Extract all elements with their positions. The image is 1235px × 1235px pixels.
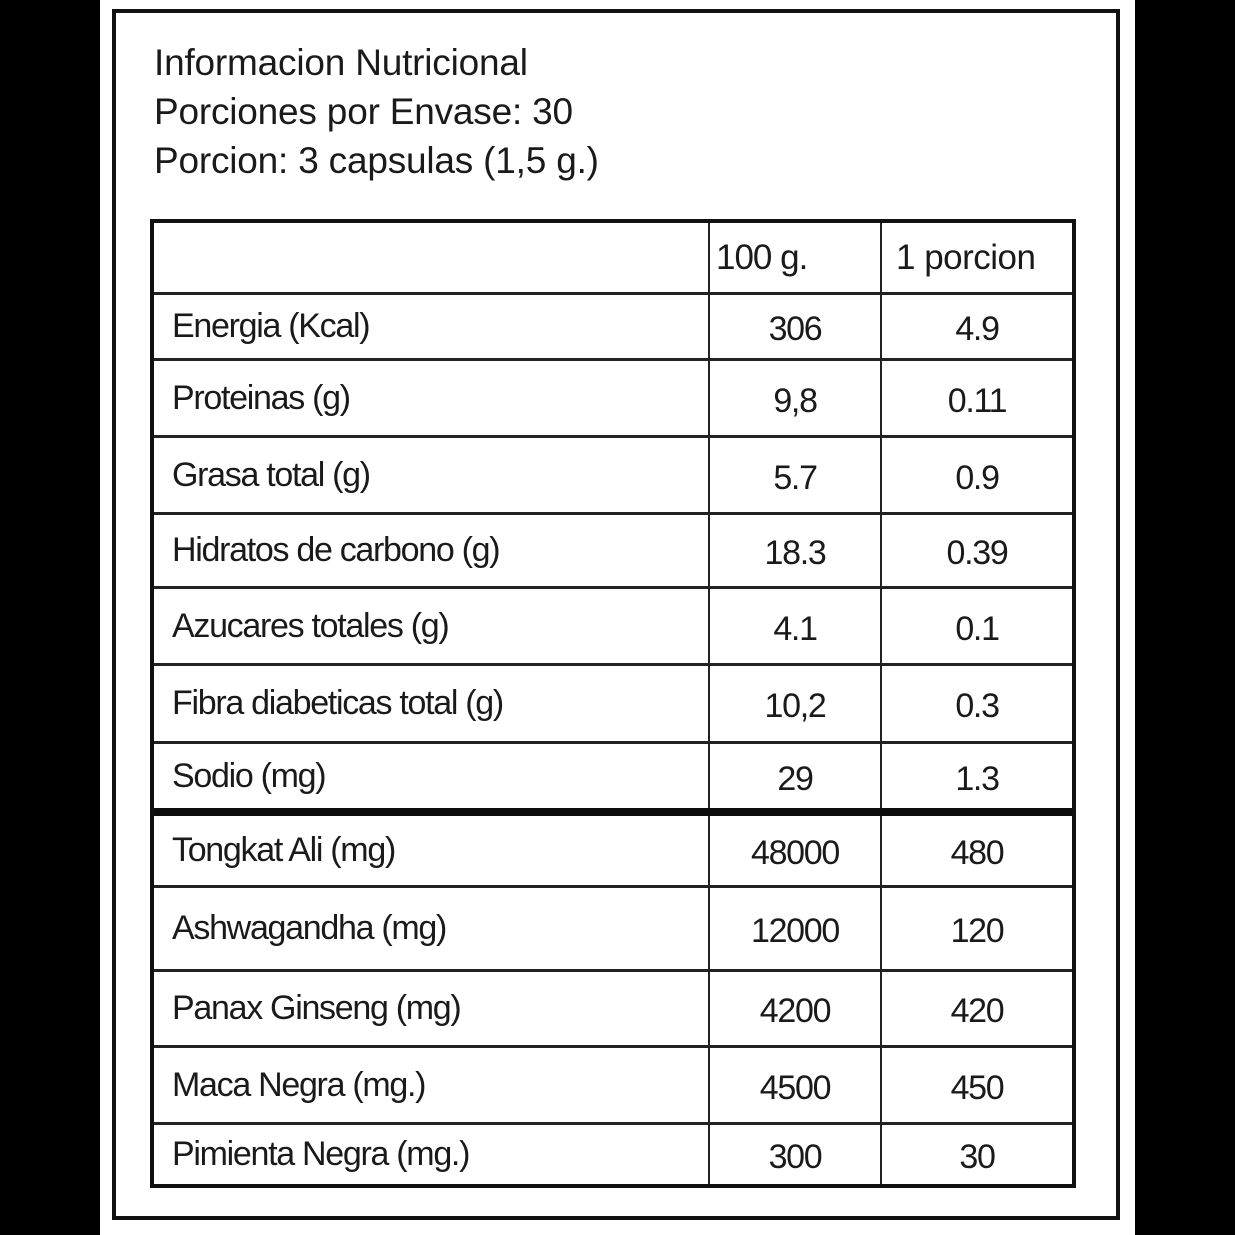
value-100g: 4500 xyxy=(710,1048,882,1122)
column-header-nutrient xyxy=(154,223,710,292)
value-serving: 420 xyxy=(950,992,1004,1030)
value-100g: 5.7 xyxy=(710,438,882,512)
value-serving: 30 xyxy=(959,1138,995,1176)
nutrient-name: Azucares totales (g) xyxy=(154,589,710,663)
value-serving: 1.3 xyxy=(955,759,999,798)
value-100g: 10,2 xyxy=(710,666,882,741)
ingredient-name: Panax Ginseng (mg) xyxy=(154,972,710,1045)
value-100g: 9,8 xyxy=(710,361,882,435)
ingredient-name: Maca Negra (mg.) xyxy=(154,1048,710,1122)
table-row xyxy=(154,888,1072,972)
value-100g: 48000 xyxy=(710,816,882,885)
nutrient-name: Hidratos de carbono (g) xyxy=(154,515,710,586)
nutrient-name: Sodio (mg) xyxy=(154,744,710,808)
nutrient-name: Fibra diabeticas total (g) xyxy=(154,666,710,741)
value-serving: 4.9 xyxy=(955,310,999,348)
table-header-row xyxy=(154,223,1072,295)
serving-size: Porcion: 3 capsulas (1,5 g.) xyxy=(154,140,599,181)
ingredient-name: Pimienta Negra (mg.) xyxy=(154,1125,710,1184)
value-serving: 480 xyxy=(950,834,1004,872)
value-100g: 18.3 xyxy=(710,515,882,586)
value-100g: 306 xyxy=(710,295,882,358)
table-row xyxy=(154,295,1072,361)
table-row xyxy=(154,438,1072,515)
nutrient-name: Energia (Kcal) xyxy=(154,295,710,358)
label-title: Informacion Nutricional xyxy=(154,42,528,83)
value-serving: 0.1 xyxy=(955,609,999,648)
value-100g: 29 xyxy=(710,744,882,808)
value-serving: 0.11 xyxy=(947,381,1007,420)
value-100g: 12000 xyxy=(710,888,882,969)
table-row xyxy=(154,515,1072,589)
value-100g: 4.1 xyxy=(710,589,882,663)
ingredient-name: Ashwagandha (mg) xyxy=(154,888,710,969)
value-serving: 0.3 xyxy=(955,687,999,725)
table-row xyxy=(154,816,1072,888)
table-row xyxy=(154,361,1072,438)
table-row xyxy=(154,744,1072,816)
ingredient-name: Tongkat Ali (mg) xyxy=(154,816,710,885)
value-100g: 300 xyxy=(710,1125,882,1184)
value-serving: 120 xyxy=(950,912,1004,950)
value-serving: 0.9 xyxy=(955,458,999,497)
servings-per-container: Porciones por Envase: 30 xyxy=(154,91,573,132)
label-page xyxy=(100,0,1135,1235)
table-row xyxy=(154,1048,1072,1125)
label-header xyxy=(154,38,599,185)
table-row xyxy=(154,666,1072,744)
table-row xyxy=(154,1125,1072,1184)
table-row xyxy=(154,589,1072,666)
value-100g: 4200 xyxy=(710,972,882,1045)
column-header-100g: 100 g. xyxy=(710,223,882,292)
value-serving: 0.39 xyxy=(946,534,1008,572)
value-serving: 450 xyxy=(950,1068,1004,1107)
table-row xyxy=(154,972,1072,1048)
column-header-serving: 1 porcion xyxy=(896,237,1036,277)
nutrient-name: Proteinas (g) xyxy=(154,361,710,435)
nutrition-table xyxy=(150,219,1076,1188)
nutrient-name: Grasa total (g) xyxy=(154,438,710,512)
